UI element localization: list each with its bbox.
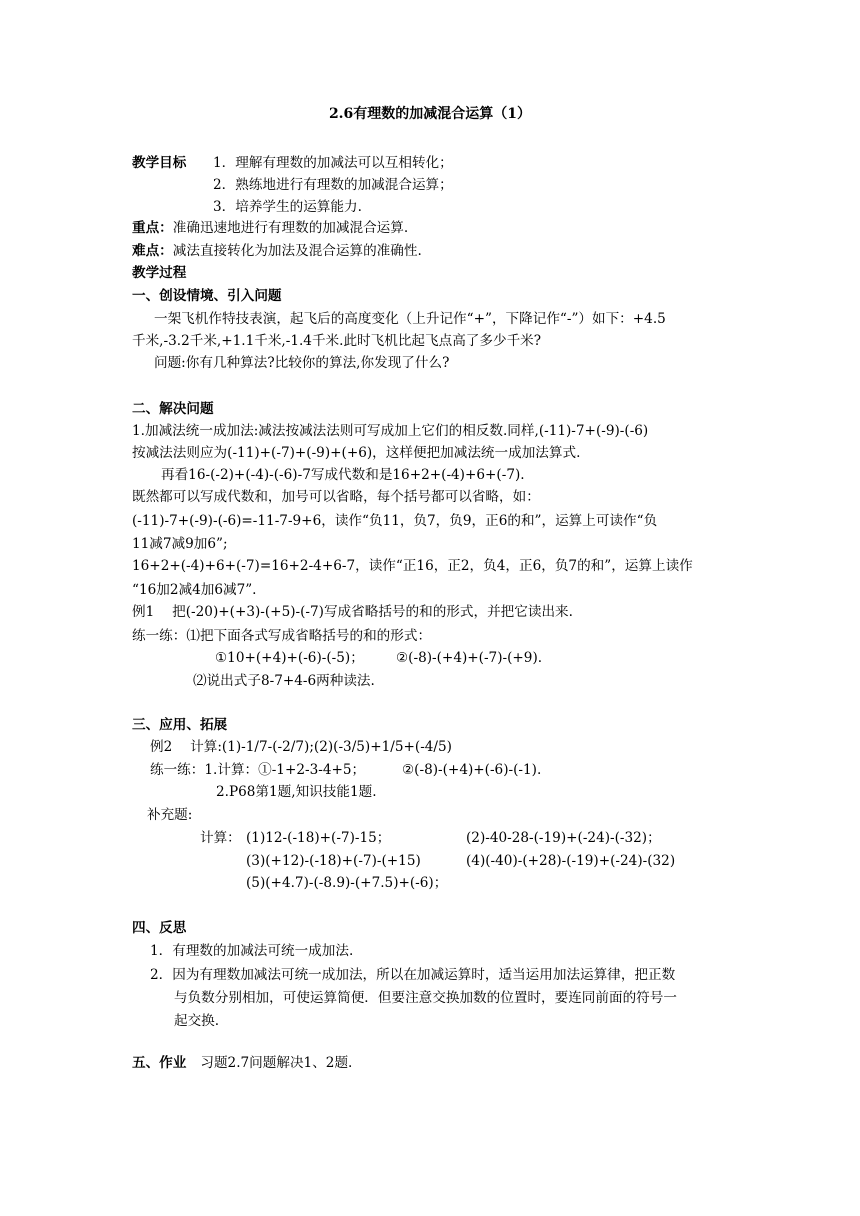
reflection-2b: 与负数分别相加，可使运算简便．但要注意交换加数的位置时，要连同前面的符号一 bbox=[174, 990, 677, 1006]
practice-2: ⑵说出式子8-7+4-6两种读法. bbox=[193, 673, 375, 689]
key-point-label: 重点： bbox=[132, 220, 173, 236]
calc-2: (2)-40-28-(-19)+(-24)-(-32)； bbox=[466, 830, 661, 846]
section-2-line-3: 再看16-(-2)+(-4)-(-6)-7写成代数和是16+2+(-4)+6+(-7). bbox=[161, 467, 525, 483]
key-point bbox=[132, 218, 408, 238]
section-2-line-6: 11减7减9加6”; bbox=[132, 536, 228, 552]
section-2-line-4: 既然都可以写成代数和，加号可以省略，每个括号都可以省略，如： bbox=[132, 489, 540, 505]
section-2-heading: 二、解决问题 bbox=[132, 401, 214, 417]
section-5 bbox=[132, 1053, 352, 1073]
example-1: 例1 把(-20)+(+3)-(+5)-(-7)写成省略括号的和的形式，并把它读出来. bbox=[132, 604, 573, 620]
practice-1: 练一练：⑴把下面各式写成省略括号的和的形式： bbox=[132, 628, 432, 644]
reflection-2a: 2．因为有理数加减法可统一成加法，所以在加减运算时，适当运用加法运算律，把正数 bbox=[150, 967, 676, 983]
section-1-para-1a: 一架飞机作特技表演，起飞后的高度变化（上升记作“+”，下降记作“-”）如下：+4.5 bbox=[154, 311, 666, 327]
goal-item-3: 3．培养学生的运算能力. bbox=[213, 199, 362, 215]
goal-item-2: 2．熟练地进行有理数的加减混合运算； bbox=[213, 177, 453, 193]
practice-calc: 练一练：1.计算：①-1+2-3-4+5； bbox=[150, 762, 366, 778]
section-3-heading: 三、应用、拓展 bbox=[132, 717, 228, 733]
extra-label: 补充题: bbox=[147, 807, 193, 823]
homework-text: 习题2.7问题解决1、2题. bbox=[200, 1055, 353, 1071]
section-4-heading: 四、反思 bbox=[132, 920, 187, 936]
practice-textbook: 2.P68第1题,知识技能1题. bbox=[216, 784, 377, 800]
section-2-line-1: 1.加减法统一成加法:减法按减法法则可写成加上它们的相反数.同样,(-11)-7+(-9)-(-6) bbox=[132, 423, 649, 439]
section-2-line-7: 16+2+(-4)+6+(-7)=16+2-4+6-7，读作“正16，正2，负4，正6，负7的和”，运算上读作 bbox=[132, 558, 693, 574]
practice-1a: ①10+(+4)+(-6)-(-5)； bbox=[215, 650, 364, 666]
reflection-2c: 起交换. bbox=[174, 1013, 220, 1029]
section-2-line-2: 按减法法则应为(-11)+(-7)+(-9)+(+6)，这样便把加减法统一成加法算式. bbox=[132, 445, 581, 461]
difficulty-label: 难点： bbox=[132, 243, 173, 259]
goals-label: 教学目标 bbox=[132, 155, 187, 171]
difficulty-text: 减法直接转化为加法及混合运算的准确性. bbox=[172, 243, 422, 259]
example-2: 例2 计算:(1)-1/7-(-2/7);(2)(-3/5)+1/5+(-4/5) bbox=[150, 739, 452, 755]
calc-1: (1)12-(-18)+(-7)-15； bbox=[246, 830, 391, 846]
section-2-line-5: (-11)-7+(-9)-(-6)=-11-7-9+6，读作“负11，负7，负9，正6的和”，运算上可读作“负 bbox=[132, 513, 658, 529]
section-5-heading: 五、作业 bbox=[132, 1055, 187, 1071]
section-1-para-1b: 千米,-3.2千米,+1.1千米,-1.4千米.此时飞机比起飞点高了多少千米? bbox=[132, 333, 542, 349]
calc-label: 计算： bbox=[200, 830, 241, 846]
section-2-line-8: “16加2减4加6减7”. bbox=[132, 582, 257, 598]
goal-item-1: 1．理解有理数的加减法可以互相转化； bbox=[213, 155, 453, 171]
calc-5: (5)(+4.7)-(-8.9)-(+7.5)+(-6)； bbox=[246, 875, 448, 891]
document-title: 2.6有理数的加减混合运算（1） bbox=[328, 106, 532, 122]
section-1-para-2: 问题:你有几种算法?比较你的算法,你发现了什么? bbox=[154, 355, 450, 371]
practice-1b: ②(-8)-(+4)+(-7)-(+9). bbox=[396, 650, 543, 666]
calc-4: (4)(-40)-(+28)-(-19)+(-24)-(32) bbox=[466, 853, 676, 869]
section-1-heading: 一、创设情境、引入问题 bbox=[132, 288, 282, 304]
process-heading: 教学过程 bbox=[132, 265, 187, 281]
key-point-text: 准确迅速地进行有理数的加减混合运算. bbox=[172, 220, 409, 236]
calc-3: (3)(+12)-(-18)+(-7)-(+15) bbox=[246, 853, 421, 869]
difficulty bbox=[132, 241, 422, 261]
reflection-1: 1．有理数的加减法可统一成加法. bbox=[150, 943, 354, 959]
practice-calc-2: ②(-8)-(+4)+(-6)-(-1). bbox=[402, 762, 542, 778]
